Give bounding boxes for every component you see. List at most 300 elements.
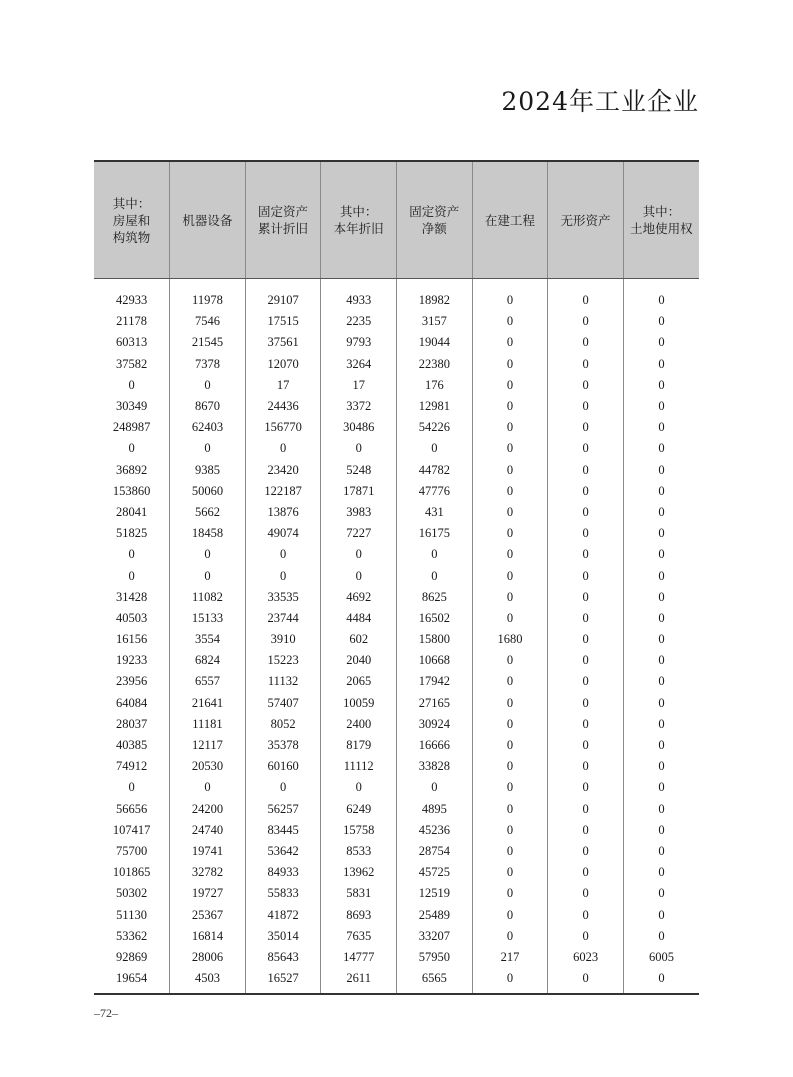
table-cell: 4484 <box>321 608 397 629</box>
table-row <box>94 523 699 544</box>
table-cell: 6023 <box>548 947 624 968</box>
table-row <box>94 841 699 862</box>
table-row <box>94 629 699 650</box>
table-cell: 56656 <box>115 801 148 816</box>
table-cell: 11132 <box>245 671 321 692</box>
table-row <box>94 947 699 968</box>
table-cell: 12519 <box>397 883 473 904</box>
table-cell: 15758 <box>321 820 397 841</box>
table-cell: 8179 <box>321 735 397 756</box>
table-row <box>94 311 699 332</box>
table-cell: 16175 <box>397 523 473 544</box>
table-cell: 0 <box>548 396 624 417</box>
table-row <box>94 777 699 798</box>
table-cell: 37582 <box>115 356 148 371</box>
table-cell: 0 <box>128 547 135 562</box>
table-cell: 0 <box>548 926 624 947</box>
table-cell: 47776 <box>397 481 473 502</box>
table-cell: 0 <box>623 523 699 544</box>
table-cell: 0 <box>170 777 246 798</box>
table-row <box>94 375 699 396</box>
table-cell: 74912 <box>115 759 148 774</box>
table-cell: 0 <box>472 396 548 417</box>
table-row <box>94 756 699 777</box>
table-cell: 17871 <box>321 481 397 502</box>
table-cell: 0 <box>472 820 548 841</box>
table-cell: 2611 <box>321 968 397 989</box>
table-cell: 156770 <box>245 417 321 438</box>
table-cell: 0 <box>472 883 548 904</box>
table-cell: 6565 <box>397 968 473 989</box>
table-cell: 16156 <box>115 632 148 647</box>
spacer-cell <box>245 989 321 994</box>
table-cell: 25367 <box>170 904 246 925</box>
table-cell: 2235 <box>321 311 397 332</box>
table-cell: 3983 <box>321 502 397 523</box>
table-cell: 12070 <box>245 354 321 375</box>
table-cell: 10059 <box>321 693 397 714</box>
table-cell: 0 <box>623 799 699 820</box>
statistics-table <box>94 160 699 995</box>
table-row <box>94 502 699 523</box>
table-cell: 122187 <box>245 481 321 502</box>
table-cell: 0 <box>128 441 135 456</box>
spacer-cell <box>94 989 170 994</box>
table-cell: 21178 <box>116 314 147 329</box>
table-cell: 0 <box>623 354 699 375</box>
table-cell: 64084 <box>115 695 148 710</box>
table-cell: 13876 <box>245 502 321 523</box>
table-cell: 16527 <box>245 968 321 989</box>
table-row <box>94 650 699 671</box>
table-cell: 24200 <box>170 799 246 820</box>
table-cell: 50302 <box>115 886 148 901</box>
table-cell: 17515 <box>245 311 321 332</box>
table-cell: 0 <box>321 544 397 565</box>
table-cell: 7378 <box>170 354 246 375</box>
table-cell: 0 <box>623 777 699 798</box>
table-cell: 0 <box>472 608 548 629</box>
table-cell: 0 <box>548 565 624 586</box>
spacer-cell <box>472 989 548 994</box>
header-net-fixed-assets <box>397 161 473 279</box>
table-cell: 0 <box>623 883 699 904</box>
spacer-cell <box>623 989 699 994</box>
table-cell: 83445 <box>245 820 321 841</box>
table-cell: 6557 <box>170 671 246 692</box>
table-cell: 0 <box>472 438 548 459</box>
table-cell: 0 <box>472 904 548 925</box>
table-cell: 19233 <box>115 653 148 668</box>
header-line: 房屋和 <box>112 212 151 228</box>
table-cell: 0 <box>623 629 699 650</box>
table-cell: 33207 <box>397 926 473 947</box>
header-line: 无形资产 <box>560 212 611 228</box>
table-cell: 19044 <box>397 332 473 353</box>
table-cell: 21545 <box>170 332 246 353</box>
table-cell: 0 <box>548 650 624 671</box>
table-cell: 56257 <box>245 799 321 820</box>
table-cell: 23956 <box>115 674 148 689</box>
table-cell: 0 <box>170 565 246 586</box>
table-cell: 12117 <box>170 735 246 756</box>
table-cell: 24436 <box>245 396 321 417</box>
table-cell: 0 <box>472 544 548 565</box>
table-cell: 53642 <box>245 841 321 862</box>
table-row <box>94 438 699 459</box>
table-cell: 0 <box>245 777 321 798</box>
table-cell: 14777 <box>321 947 397 968</box>
table-cell: 84933 <box>245 862 321 883</box>
table-cell: 7227 <box>321 523 397 544</box>
table-cell: 3910 <box>245 629 321 650</box>
table-cell: 13962 <box>321 862 397 883</box>
table-cell: 0 <box>548 544 624 565</box>
table-cell: 0 <box>321 777 397 798</box>
header-line: 本年折旧 <box>333 221 384 236</box>
table-cell: 9793 <box>321 332 397 353</box>
header-line: 在建工程 <box>484 212 535 228</box>
table-cell: 30924 <box>397 714 473 735</box>
table-cell: 0 <box>623 841 699 862</box>
table-cell: 0 <box>623 693 699 714</box>
spacer-cell <box>472 279 548 291</box>
table-cell: 176 <box>397 375 473 396</box>
table-cell: 0 <box>623 311 699 332</box>
table-cell: 60313 <box>115 335 148 350</box>
header-line: 其中： <box>112 195 151 211</box>
table-cell: 3157 <box>397 311 473 332</box>
table-cell: 0 <box>548 311 624 332</box>
table-cell: 3554 <box>170 629 246 650</box>
table-cell: 18982 <box>397 290 473 311</box>
table-end-spacer <box>94 989 699 994</box>
table-cell: 11112 <box>321 756 397 777</box>
table-cell: 31428 <box>115 589 148 604</box>
table-cell: 0 <box>548 735 624 756</box>
table-cell: 25489 <box>397 904 473 925</box>
table-cell: 431 <box>397 502 473 523</box>
table-row <box>94 820 699 841</box>
table-cell: 19727 <box>170 883 246 904</box>
table-cell: 0 <box>472 693 548 714</box>
table-cell: 53362 <box>115 928 148 943</box>
table-row <box>94 693 699 714</box>
spacer-cell <box>170 989 246 994</box>
table-cell: 5662 <box>170 502 246 523</box>
table-cell: 8670 <box>170 396 246 417</box>
table-cell: 248987 <box>112 420 151 435</box>
table-cell: 5248 <box>321 460 397 481</box>
table-cell: 0 <box>548 968 624 989</box>
table-cell: 0 <box>548 799 624 820</box>
table-cell: 60160 <box>245 756 321 777</box>
table-cell: 0 <box>623 650 699 671</box>
table-cell: 40385 <box>115 738 148 753</box>
table-cell: 0 <box>548 332 624 353</box>
table-row <box>94 460 699 481</box>
table-cell: 51825 <box>115 526 148 541</box>
table-cell: 0 <box>245 438 321 459</box>
table-cell: 0 <box>623 862 699 883</box>
table-cell: 15223 <box>245 650 321 671</box>
table-cell: 57407 <box>245 693 321 714</box>
table-cell: 0 <box>623 375 699 396</box>
table-cell: 0 <box>623 671 699 692</box>
table-cell: 17 <box>245 375 321 396</box>
table-cell: 16502 <box>397 608 473 629</box>
table-cell: 0 <box>397 565 473 586</box>
table-cell: 6005 <box>623 947 699 968</box>
table-cell: 28006 <box>170 947 246 968</box>
table-cell: 8625 <box>397 587 473 608</box>
table-cell: 0 <box>548 693 624 714</box>
table-cell: 19654 <box>115 971 148 986</box>
header-line: 其中： <box>339 204 378 219</box>
table-cell: 0 <box>397 544 473 565</box>
table-cell: 32782 <box>170 862 246 883</box>
table-cell: 0 <box>623 926 699 947</box>
header-machinery <box>170 161 246 279</box>
table-cell: 0 <box>472 862 548 883</box>
table-cell: 16666 <box>397 735 473 756</box>
header-line: 其中： <box>642 204 681 219</box>
table-cell: 0 <box>548 820 624 841</box>
table-cell: 0 <box>472 354 548 375</box>
table-cell: 0 <box>548 417 624 438</box>
table-cell: 0 <box>245 565 321 586</box>
table-cell: 0 <box>548 841 624 862</box>
table-row <box>94 290 699 311</box>
table-row <box>94 904 699 925</box>
table-cell: 0 <box>472 968 548 989</box>
table-row <box>94 799 699 820</box>
table-cell: 0 <box>472 714 548 735</box>
table-cell: 41872 <box>245 904 321 925</box>
table-cell: 15133 <box>170 608 246 629</box>
header-line: 固定资产 <box>409 204 460 219</box>
table-cell: 35378 <box>245 735 321 756</box>
table-cell: 24740 <box>170 820 246 841</box>
table-cell: 23420 <box>245 460 321 481</box>
table-cell: 8693 <box>321 904 397 925</box>
table-cell: 0 <box>472 523 548 544</box>
table-cell: 0 <box>170 375 246 396</box>
table-cell: 4692 <box>321 587 397 608</box>
table-cell: 0 <box>472 332 548 353</box>
table-cell: 28754 <box>397 841 473 862</box>
table-cell: 0 <box>623 820 699 841</box>
table-cell: 217 <box>472 947 548 968</box>
table-cell: 33535 <box>245 587 321 608</box>
table-cell: 3372 <box>321 396 397 417</box>
table-cell: 0 <box>623 565 699 586</box>
table-cell: 11978 <box>170 290 246 311</box>
table-cell: 45725 <box>397 862 473 883</box>
header-row <box>94 161 699 279</box>
page-number: –72– <box>94 1006 118 1020</box>
table-cell: 85643 <box>245 947 321 968</box>
spacer-cell <box>548 279 624 291</box>
header-accumulated-depreciation <box>245 161 321 279</box>
table-cell: 153860 <box>112 483 151 498</box>
table-cell: 18458 <box>170 523 246 544</box>
header-line: 土地使用权 <box>630 221 693 236</box>
table-cell: 0 <box>472 417 548 438</box>
table-cell: 35014 <box>245 926 321 947</box>
table-row <box>94 332 699 353</box>
table-cell: 0 <box>548 671 624 692</box>
table-cell: 0 <box>548 629 624 650</box>
table-cell: 0 <box>548 354 624 375</box>
table-row <box>94 587 699 608</box>
table-cell: 0 <box>472 671 548 692</box>
table-cell: 0 <box>472 756 548 777</box>
header-buildings <box>94 161 170 279</box>
header-line: 机器设备 <box>182 212 233 228</box>
table-row <box>94 354 699 375</box>
table-cell: 9385 <box>170 460 246 481</box>
table-cell: 16814 <box>170 926 246 947</box>
table-header <box>94 161 699 279</box>
table-cell: 3264 <box>321 354 397 375</box>
table-cell: 0 <box>623 608 699 629</box>
table-cell: 28037 <box>115 716 148 731</box>
header-construction-in-progress <box>472 161 548 279</box>
table-cell: 0 <box>472 290 548 311</box>
table-cell: 27165 <box>397 693 473 714</box>
table-cell: 0 <box>472 502 548 523</box>
table-cell: 0 <box>548 438 624 459</box>
header-line: 构筑物 <box>112 229 151 245</box>
table-cell: 0 <box>472 799 548 820</box>
header-line: 净额 <box>421 221 447 236</box>
table-cell: 36892 <box>115 462 148 477</box>
table-cell: 7635 <box>321 926 397 947</box>
table-cell: 0 <box>548 587 624 608</box>
table-cell: 8533 <box>321 841 397 862</box>
table-cell: 50060 <box>170 481 246 502</box>
table-cell: 1680 <box>472 629 548 650</box>
table-cell: 107417 <box>112 822 151 837</box>
table-cell: 0 <box>548 777 624 798</box>
table-cell: 0 <box>623 417 699 438</box>
table-cell: 57950 <box>397 947 473 968</box>
table-cell: 0 <box>472 311 548 332</box>
table-cell: 4503 <box>170 968 246 989</box>
table-row <box>94 735 699 756</box>
table-cell: 4933 <box>321 290 397 311</box>
table-cell: 0 <box>472 735 548 756</box>
table-cell: 0 <box>623 587 699 608</box>
table-cell: 21641 <box>170 693 246 714</box>
table-cell: 0 <box>623 735 699 756</box>
table-cell: 0 <box>623 332 699 353</box>
table-cell: 0 <box>245 544 321 565</box>
table-cell: 0 <box>623 481 699 502</box>
table-cell: 11082 <box>170 587 246 608</box>
table-cell: 0 <box>321 565 397 586</box>
table-cell: 101865 <box>112 865 151 880</box>
spacer-cell <box>623 279 699 291</box>
table-row <box>94 565 699 586</box>
header-land-use-rights <box>623 161 699 279</box>
table-cell: 15800 <box>397 629 473 650</box>
table-cell: 12981 <box>397 396 473 417</box>
table-cell: 0 <box>548 481 624 502</box>
table-cell: 22380 <box>397 354 473 375</box>
table-cell: 62403 <box>170 417 246 438</box>
table-cell: 49074 <box>245 523 321 544</box>
table-cell: 0 <box>472 777 548 798</box>
header-line: 累计折旧 <box>258 221 309 236</box>
table-row <box>94 968 699 989</box>
table-cell: 19741 <box>170 841 246 862</box>
table-cell: 45236 <box>397 820 473 841</box>
table-cell: 0 <box>623 756 699 777</box>
table-cell: 0 <box>548 862 624 883</box>
spacer-cell <box>321 279 397 291</box>
table-cell: 0 <box>321 438 397 459</box>
table-cell: 0 <box>623 290 699 311</box>
table-cell: 0 <box>623 396 699 417</box>
table-cell: 20530 <box>170 756 246 777</box>
table-cell: 17 <box>321 375 397 396</box>
table-spacer <box>94 279 699 291</box>
table-cell: 75700 <box>115 843 148 858</box>
spacer-cell <box>245 279 321 291</box>
table-cell: 0 <box>548 608 624 629</box>
table-cell: 37561 <box>245 332 321 353</box>
table-row <box>94 926 699 947</box>
spacer-cell <box>94 279 170 291</box>
table-cell: 6824 <box>170 650 246 671</box>
table-cell: 8052 <box>245 714 321 735</box>
table-cell: 0 <box>472 565 548 586</box>
table-cell: 0 <box>623 502 699 523</box>
table-row <box>94 417 699 438</box>
table-cell: 0 <box>548 904 624 925</box>
table-cell: 0 <box>623 544 699 565</box>
table-cell: 0 <box>548 756 624 777</box>
header-intangible-assets <box>548 161 624 279</box>
table-cell: 17942 <box>397 671 473 692</box>
table-cell: 0 <box>623 968 699 989</box>
table-row <box>94 481 699 502</box>
table-cell: 2040 <box>321 650 397 671</box>
table-cell: 92869 <box>115 949 148 964</box>
table-cell: 0 <box>128 568 135 583</box>
table-row <box>94 862 699 883</box>
table-cell: 5831 <box>321 883 397 904</box>
table-cell: 6249 <box>321 799 397 820</box>
table-cell: 0 <box>548 460 624 481</box>
table-cell: 55833 <box>245 883 321 904</box>
table-row <box>94 714 699 735</box>
table-cell: 0 <box>548 502 624 523</box>
table-cell: 0 <box>397 438 473 459</box>
table-cell: 0 <box>548 375 624 396</box>
table-cell: 0 <box>397 777 473 798</box>
table-cell: 2065 <box>321 671 397 692</box>
table-cell: 0 <box>472 460 548 481</box>
table-cell: 0 <box>623 714 699 735</box>
table-cell: 51130 <box>116 907 147 922</box>
table-cell: 40503 <box>115 610 148 625</box>
table-cell: 0 <box>623 460 699 481</box>
table-body <box>94 279 699 995</box>
table-cell: 0 <box>548 290 624 311</box>
